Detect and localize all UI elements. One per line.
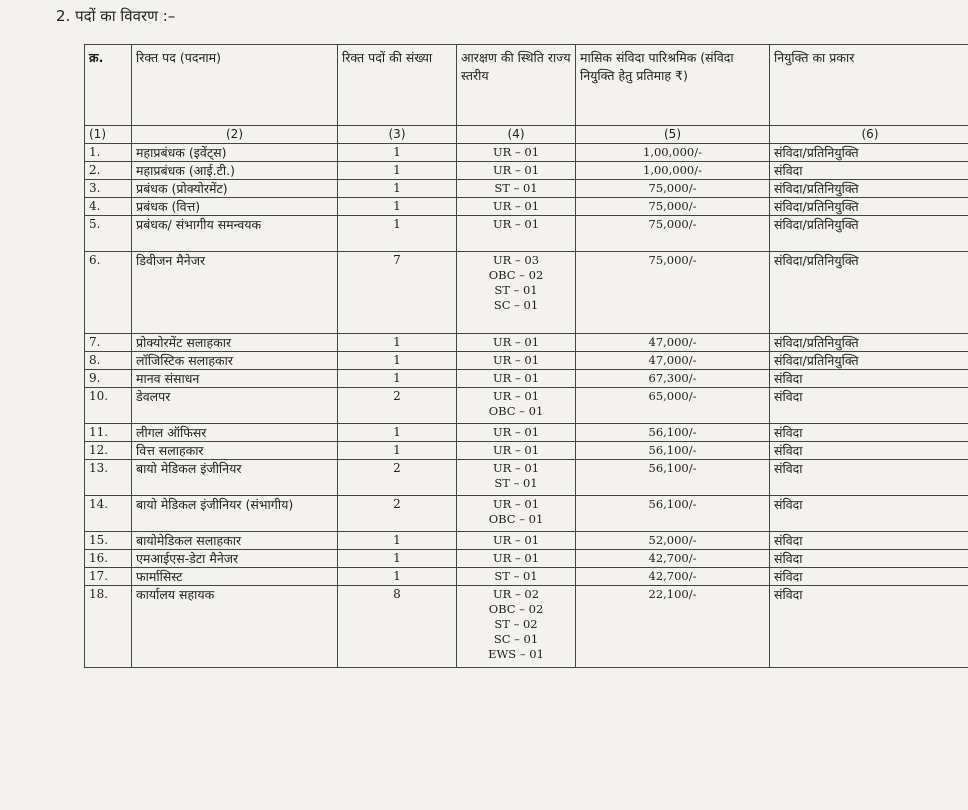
row-monthly-pay: 22,100/- (576, 586, 770, 668)
row-reservation (457, 586, 576, 668)
row-serial: 1. (85, 144, 132, 162)
header-serial: क्र. (85, 45, 132, 126)
row-monthly-pay: 75,000/- (576, 198, 770, 216)
row-reservation (457, 424, 576, 442)
column-number: (6) (770, 126, 968, 144)
row-monthly-pay: 42,700/- (576, 568, 770, 586)
column-number: (1) (85, 126, 132, 144)
reservation-line: SC – 01 (493, 298, 539, 312)
row-appointment-type: संविदा (770, 424, 968, 442)
row-serial: 13. (85, 460, 132, 496)
reservation-line: UR – 03 (492, 253, 540, 267)
reservation-line: UR – 01 (492, 145, 540, 159)
column-number: (3) (338, 126, 457, 144)
row-post-count: 2 (338, 388, 457, 424)
row-post-name: कार्यालय सहायक (132, 586, 338, 668)
table-row (85, 568, 968, 586)
header-monthly-pay: मासिक संविदा पारिश्रमिक (संविदा नियुक्ति हेतु प्रतिमाह ₹) (576, 45, 770, 126)
row-appointment-type: संविदा (770, 442, 968, 460)
reservation-line: OBC – 01 (488, 404, 544, 418)
reservation-line: ST – 02 (494, 617, 538, 631)
row-post-name: महाप्रबंधक (आई.टी.) (132, 162, 338, 180)
reservation-line: UR – 01 (492, 551, 540, 565)
row-serial: 6. (85, 252, 132, 334)
row-post-name: महाप्रबंधक (इवेंट्स) (132, 144, 338, 162)
row-appointment-type: संविदा (770, 370, 968, 388)
row-monthly-pay: 65,000/- (576, 388, 770, 424)
reservation-line: UR – 01 (492, 353, 540, 367)
row-serial: 5. (85, 216, 132, 252)
row-post-name: लीगल ऑफिसर (132, 424, 338, 442)
row-post-name: वित्त सलाहकार (132, 442, 338, 460)
table-row (85, 334, 968, 352)
row-post-name: डिवीजन मैनेजर (132, 252, 338, 334)
row-post-name: मानव संसाधन (132, 370, 338, 388)
table-row (85, 532, 968, 550)
row-post-count: 1 (338, 550, 457, 568)
row-serial: 18. (85, 586, 132, 668)
row-appointment-type: संविदा (770, 460, 968, 496)
row-reservation (457, 388, 576, 424)
table-row (85, 442, 968, 460)
row-serial: 2. (85, 162, 132, 180)
row-reservation (457, 144, 576, 162)
row-post-count: 1 (338, 216, 457, 252)
header-post-count: रिक्त पदों की संख्या (338, 45, 457, 126)
row-post-count: 1 (338, 180, 457, 198)
row-monthly-pay: 56,100/- (576, 442, 770, 460)
table-row (85, 216, 968, 252)
reservation-line: UR – 02 (492, 587, 540, 601)
row-appointment-type: संविदा (770, 550, 968, 568)
row-post-name: प्रबंधक (प्रोक्योरमेंट) (132, 180, 338, 198)
reservation-line: UR – 01 (492, 389, 540, 403)
row-reservation (457, 442, 576, 460)
row-reservation (457, 198, 576, 216)
row-serial: 4. (85, 198, 132, 216)
row-post-name: बायोमेडिकल सलाहकार (132, 532, 338, 550)
row-monthly-pay: 67,300/- (576, 370, 770, 388)
row-post-count: 1 (338, 334, 457, 352)
row-reservation (457, 180, 576, 198)
row-appointment-type: संविदा (770, 388, 968, 424)
row-serial: 3. (85, 180, 132, 198)
row-appointment-type: संविदा (770, 568, 968, 586)
row-post-count: 1 (338, 162, 457, 180)
header-appointment-type: नियुक्ति का प्रकार (770, 45, 968, 126)
row-post-count: 1 (338, 424, 457, 442)
row-post-name: प्रबंधक (वित्त) (132, 198, 338, 216)
row-reservation (457, 532, 576, 550)
reservation-line: ST – 01 (494, 283, 538, 297)
row-serial: 7. (85, 334, 132, 352)
row-monthly-pay: 56,100/- (576, 460, 770, 496)
reservation-line: UR – 01 (492, 335, 540, 349)
row-monthly-pay: 75,000/- (576, 252, 770, 334)
row-post-count: 7 (338, 252, 457, 334)
column-number-row (85, 126, 968, 144)
row-monthly-pay: 56,100/- (576, 496, 770, 532)
row-reservation (457, 162, 576, 180)
row-serial: 9. (85, 370, 132, 388)
table-header-row (85, 45, 968, 126)
table-row (85, 352, 968, 370)
header-reservation: आरक्षण की स्थिति राज्य स्तरीय (457, 45, 576, 126)
header-post-name: रिक्त पद (पदनाम) (132, 45, 338, 126)
table-row (85, 586, 968, 668)
row-serial: 11. (85, 424, 132, 442)
row-reservation (457, 352, 576, 370)
table-row (85, 180, 968, 198)
table-row (85, 144, 968, 162)
row-appointment-type: संविदा/प्रतिनियुक्ति (770, 180, 968, 198)
column-number: (4) (457, 126, 576, 144)
row-appointment-type: संविदा (770, 532, 968, 550)
table-row (85, 496, 968, 532)
row-reservation (457, 460, 576, 496)
table-row (85, 198, 968, 216)
row-appointment-type: संविदा/प्रतिनियुक्ति (770, 334, 968, 352)
reservation-line: UR – 01 (492, 199, 540, 213)
row-post-name: फार्मासिस्ट (132, 568, 338, 586)
row-monthly-pay: 75,000/- (576, 180, 770, 198)
table-row (85, 550, 968, 568)
row-post-name: एमआईएस-डेटा मैनेजर (132, 550, 338, 568)
row-post-count: 8 (338, 586, 457, 668)
row-post-name: बायो मेडिकल इंजीनियर (132, 460, 338, 496)
table-row (85, 252, 968, 334)
reservation-line: UR – 01 (492, 533, 540, 547)
column-number: (5) (576, 126, 770, 144)
row-serial: 14. (85, 496, 132, 532)
row-post-count: 1 (338, 144, 457, 162)
row-reservation (457, 550, 576, 568)
row-post-count: 1 (338, 442, 457, 460)
row-serial: 16. (85, 550, 132, 568)
table-row (85, 424, 968, 442)
row-post-name: बायो मेडिकल इंजीनियर (संभागीय) (132, 496, 338, 532)
row-appointment-type: संविदा/प्रतिनियुक्ति (770, 252, 968, 334)
row-post-count: 1 (338, 352, 457, 370)
row-monthly-pay: 47,000/- (576, 352, 770, 370)
reservation-line: EWS – 01 (488, 647, 544, 661)
row-post-count: 1 (338, 198, 457, 216)
row-monthly-pay: 52,000/- (576, 532, 770, 550)
row-monthly-pay: 75,000/- (576, 216, 770, 252)
reservation-line: ST – 01 (494, 569, 538, 583)
row-monthly-pay: 47,000/- (576, 334, 770, 352)
row-appointment-type: संविदा (770, 496, 968, 532)
row-monthly-pay: 1,00,000/- (576, 144, 770, 162)
row-post-count: 1 (338, 532, 457, 550)
table-body (85, 144, 968, 668)
row-reservation (457, 496, 576, 532)
row-reservation (457, 334, 576, 352)
reservation-line: ST – 01 (494, 181, 538, 195)
reservation-line: UR – 01 (492, 497, 540, 511)
table-row (85, 370, 968, 388)
row-serial: 17. (85, 568, 132, 586)
reservation-line: UR – 01 (492, 371, 540, 385)
reservation-line: UR – 01 (492, 163, 540, 177)
row-post-count: 2 (338, 460, 457, 496)
row-monthly-pay: 56,100/- (576, 424, 770, 442)
row-appointment-type: संविदा (770, 162, 968, 180)
reservation-line: UR – 01 (492, 217, 540, 231)
row-reservation (457, 252, 576, 334)
column-number: (2) (132, 126, 338, 144)
row-serial: 15. (85, 532, 132, 550)
reservation-line: UR – 01 (492, 425, 540, 439)
row-post-count: 1 (338, 568, 457, 586)
reservation-line: ST – 01 (494, 476, 538, 490)
row-post-name: प्रबंधक/ संभागीय समन्वयक (132, 216, 338, 252)
row-appointment-type: संविदा/प्रतिनियुक्ति (770, 144, 968, 162)
posts-table (84, 44, 968, 668)
row-serial: 10. (85, 388, 132, 424)
row-monthly-pay: 1,00,000/- (576, 162, 770, 180)
row-reservation (457, 370, 576, 388)
row-appointment-type: संविदा/प्रतिनियुक्ति (770, 352, 968, 370)
row-post-name: डेवलपर (132, 388, 338, 424)
row-monthly-pay: 42,700/- (576, 550, 770, 568)
reservation-line: OBC – 02 (488, 602, 544, 616)
row-post-count: 2 (338, 496, 457, 532)
reservation-line: UR – 01 (492, 461, 540, 475)
reservation-line: SC – 01 (493, 632, 539, 646)
row-reservation (457, 216, 576, 252)
row-appointment-type: संविदा/प्रतिनियुक्ति (770, 216, 968, 252)
table-row (85, 388, 968, 424)
section-heading: 2. पदों का विवरण :– (56, 7, 176, 25)
table-row (85, 460, 968, 496)
row-post-count: 1 (338, 370, 457, 388)
table-row (85, 162, 968, 180)
reservation-line: UR – 01 (492, 443, 540, 457)
row-reservation (457, 568, 576, 586)
reservation-line: OBC – 01 (488, 512, 544, 526)
row-serial: 12. (85, 442, 132, 460)
row-appointment-type: संविदा/प्रतिनियुक्ति (770, 198, 968, 216)
row-post-name: लॉजिस्टिक सलाहकार (132, 352, 338, 370)
row-serial: 8. (85, 352, 132, 370)
row-post-name: प्रोक्योरमेंट सलाहकार (132, 334, 338, 352)
reservation-line: OBC – 02 (488, 268, 544, 282)
row-appointment-type: संविदा (770, 586, 968, 668)
